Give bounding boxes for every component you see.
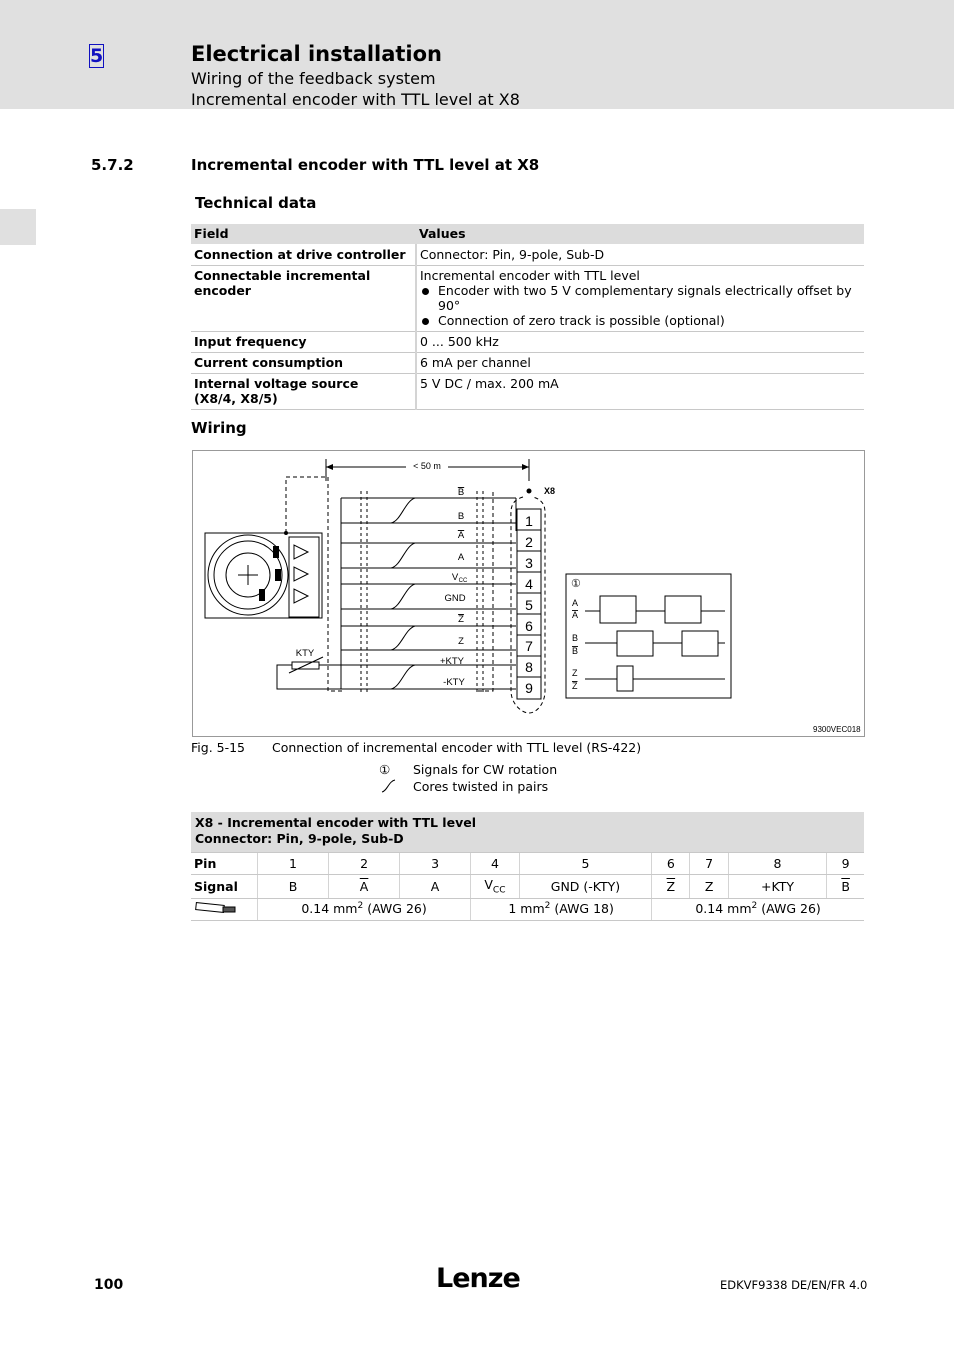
cable-row: 0.14 $mm^2$ (AWG 26) 1 $mm^2$ (AWG 18) 0.14 $mm^2$ (AWG 26) bbox=[191, 898, 864, 920]
legend-text-twisted: Cores twisted in pairs bbox=[413, 779, 549, 794]
lenze-logo: Lenze bbox=[436, 1263, 520, 1294]
wiring-diagram bbox=[192, 450, 865, 737]
signal-label: +KTY bbox=[439, 656, 465, 667]
pulse-label: A bbox=[572, 610, 579, 620]
chapter-subtitle-2: Incremental encoder with TTL level at X8 bbox=[191, 90, 520, 109]
section-number: 5.7.2 bbox=[91, 156, 134, 174]
signal-label: B bbox=[457, 511, 465, 522]
legend-text-cw: Signals for CW rotation bbox=[413, 762, 558, 777]
signal-label: -KTY bbox=[443, 677, 465, 688]
pulse-label: B bbox=[572, 646, 579, 656]
pin-row: Pin 1 2 3 4 5 6 7 8 9 bbox=[191, 853, 864, 875]
pulse-label: Z bbox=[572, 668, 578, 678]
pin-assignment-table: X8 - Incremental encoder with TTL level Connector: Pin, 9-pole, Sub-D Pin 1 2 3 4 5 6 7 8 9 Signal B $\overline{A}$ A $V_{CC}$ GND (-KTY) $\overline{Z}$ Z +KTY $\overline{B}$ 0.14 $mm^2$ (AWG 26) 1 $mm^2$ (AWG 18) 0.14 $mm^2$ (AWG 26) bbox=[191, 812, 864, 921]
signal-label: V bbox=[451, 572, 459, 583]
page-number: 100 bbox=[94, 1277, 124, 1293]
table-row: Internal voltage source (X8/4, X8/5) 5 V DC / max. 200 mA bbox=[191, 374, 864, 410]
bullet-item: Connection of zero track is possible (optional) bbox=[420, 313, 861, 328]
document-id: EDKVF9338 DE/EN/FR 4.0 bbox=[720, 1278, 868, 1292]
cable-icon bbox=[194, 901, 238, 915]
legend-symbol-cw: ① bbox=[379, 762, 391, 777]
signal-label: Z bbox=[458, 614, 464, 625]
pin-number: 3 bbox=[525, 555, 533, 571]
pulse-label: Z bbox=[572, 681, 578, 691]
pin-number: 8 bbox=[525, 659, 533, 675]
pulse-marker: ① bbox=[571, 578, 581, 590]
signal-label: Z bbox=[458, 636, 464, 647]
pin-number: 9 bbox=[525, 680, 533, 696]
pin-number: 4 bbox=[525, 576, 533, 592]
technical-data-heading: Technical data bbox=[195, 194, 317, 212]
pulse-label: B bbox=[572, 633, 579, 643]
signal-label: B bbox=[457, 487, 465, 498]
pin-number: 7 bbox=[525, 638, 533, 654]
table-row: Input frequency 0 ... 500 kHz bbox=[191, 332, 864, 353]
signal-label: GND bbox=[444, 593, 466, 604]
table-row: Connection at drive controller Connector: Pin, 9-pole, Sub-D bbox=[191, 245, 864, 266]
pulse-label: A bbox=[572, 598, 579, 608]
figure-reference: 9300VEC018 bbox=[813, 725, 861, 734]
pin-number: 6 bbox=[525, 618, 533, 634]
col-field-header: Field bbox=[191, 224, 416, 245]
chapter-subtitle-1: Wiring of the feedback system bbox=[191, 69, 436, 88]
signal-label: A bbox=[457, 530, 465, 541]
chapter-title: Electrical installation bbox=[191, 42, 442, 66]
figure-label: Fig. 5-15 bbox=[191, 740, 246, 755]
distance-label: < 50 m bbox=[413, 461, 441, 471]
figure-caption: Connection of incremental encoder with TTL level (RS-422) bbox=[272, 740, 642, 755]
signal-sub-label: CC bbox=[458, 578, 468, 584]
table-row: Connectable incremental encoder Incremental encoder with TTL level Encoder with two 5 V complementary signals electrically offset by 90° Connection of zero track is possible (optional) bbox=[191, 266, 864, 332]
technical-data-table bbox=[191, 224, 864, 410]
table-row: Current consumption 6 mA per channel bbox=[191, 353, 864, 374]
col-values-header: Values bbox=[416, 224, 864, 245]
wiring-heading: Wiring bbox=[191, 419, 247, 437]
pin-number: 5 bbox=[525, 597, 533, 613]
pin-number: 1 bbox=[525, 513, 533, 529]
chapter-number: 5 bbox=[90, 45, 104, 67]
signal-row: Signal B $\overline{A}$ A $V_{CC}$ GND (-KTY) $\overline{Z}$ Z +KTY $\overline{B}$ bbox=[191, 875, 864, 899]
pin-number: 2 bbox=[525, 534, 533, 550]
section-title: Incremental encoder with TTL level at X8 bbox=[191, 156, 540, 174]
bullet-item: Encoder with two 5 V complementary signals electrically offset by 90° bbox=[420, 283, 861, 313]
connector-label: X8 bbox=[544, 486, 556, 496]
signal-label: A bbox=[457, 552, 465, 563]
side-tab-marker bbox=[0, 209, 36, 245]
kty-label: KTY bbox=[295, 648, 315, 659]
twisted-pair-icon bbox=[381, 779, 397, 793]
